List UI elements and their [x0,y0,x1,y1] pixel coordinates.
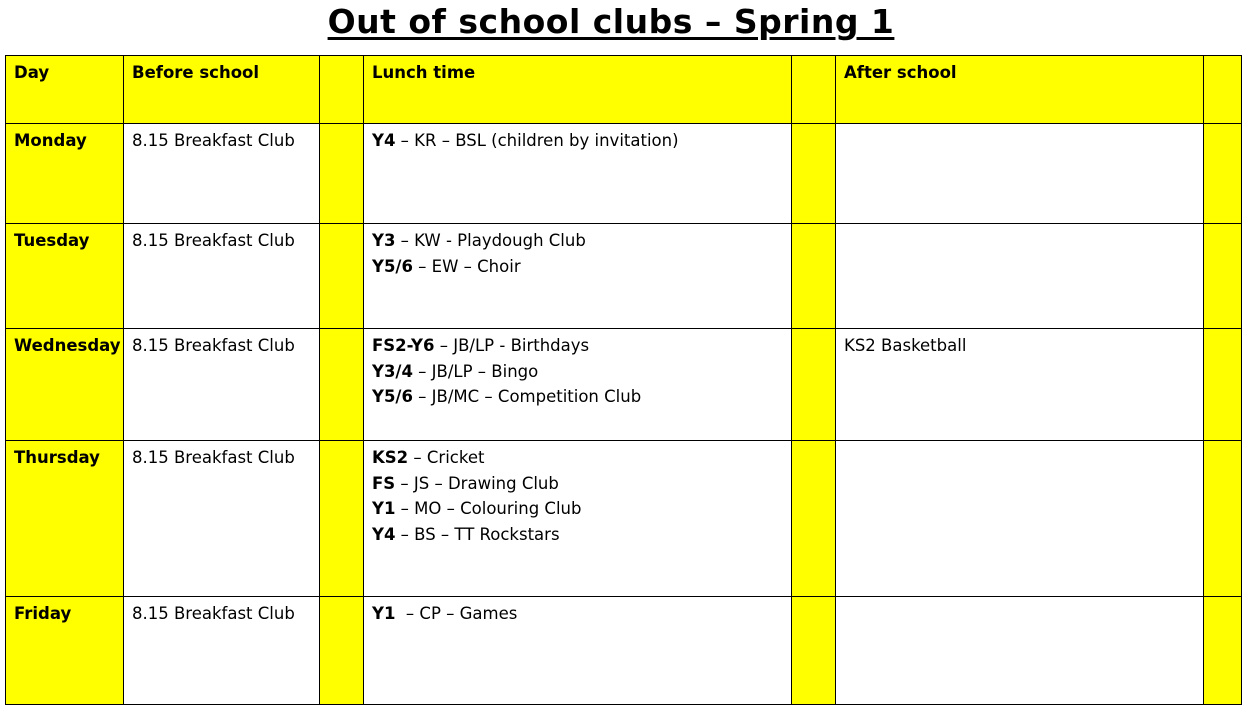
spacer-cell [1204,124,1242,224]
after-school-header: After school [836,56,1204,124]
spacer-cell [792,124,836,224]
spacer-cell [1204,441,1242,597]
before-school-cell: 8.15 Breakfast Club [124,124,320,224]
after-school-cell [836,224,1204,329]
lunch-time-header: Lunch time [364,56,792,124]
year-group: Y3/4 [372,361,413,381]
spacer-cell [792,329,836,441]
table-row [6,441,1242,597]
club-details: – MO – Colouring Club [395,499,582,518]
club-details: – KR – BSL (children by invitation) [395,131,679,150]
year-group: KS2 [372,448,409,467]
day-cell: Wednesday [6,329,124,441]
spacer-cell [320,124,364,224]
before-school-header: Before school [124,56,320,124]
spacer-cell [792,597,836,705]
club-entry [372,254,785,280]
page-title: Out of school clubs – Spring 1 [327,2,895,41]
before-school-cell: 8.15 Breakfast Club [124,597,320,705]
spacer-cell [320,329,364,441]
spacer-cell [792,224,836,329]
before-school-cell: 8.15 Breakfast Club [124,329,320,441]
after-school-cell [836,124,1204,224]
lunch-time-cell [364,224,792,329]
spacer-cell [792,441,836,597]
club-details: – EW – Choir [412,256,521,276]
day-cell: Thursday [6,441,124,597]
club-entry [372,522,785,548]
lunch-time-cell [364,329,792,441]
club-entry [372,445,785,471]
after-school-cell: KS2 Basketball [836,329,1204,441]
before-school-cell: 8.15 Breakfast Club [124,441,320,597]
club-details: – CP – Games [395,604,518,623]
header-row [6,56,1242,124]
year-group: FS [372,473,396,493]
club-entry [372,228,785,254]
year-group: FS2-Y6 [372,336,435,355]
clubs-table [5,55,1242,705]
club-details: – JB/MC – Competition Club [412,387,642,406]
club-entry [372,359,785,385]
club-entry [372,471,785,497]
club-details: – Cricket [408,448,485,467]
year-group: Y5/6 [372,256,413,276]
club-entry [372,333,785,359]
club-entry [372,601,785,627]
year-group: Y1 [372,604,396,623]
year-group: Y4 [372,131,396,150]
spacer-cell [1204,329,1242,441]
spacer-cell [320,597,364,705]
after-school-cell [836,441,1204,597]
table-row [6,597,1242,705]
day-cell: Tuesday [6,224,124,329]
club-entry [372,384,785,410]
lunch-time-cell [364,441,792,597]
before-school-cell: 8.15 Breakfast Club [124,224,320,329]
year-group: Y4 [372,524,396,544]
table-row [6,224,1242,329]
club-details: – BS – TT Rockstars [395,524,560,544]
club-details: – JS – Drawing Club [395,473,559,493]
spacer-cell [792,56,836,124]
club-entry [372,128,785,154]
table-row [6,329,1242,441]
spacer-cell [320,224,364,329]
spacer-cell [320,441,364,597]
club-details: – KW - Playdough Club [395,231,586,250]
lunch-time-cell [364,597,792,705]
spacer-cell [1204,597,1242,705]
day-cell: Monday [6,124,124,224]
club-entry [372,496,785,522]
club-details: – JB/LP - Birthdays [434,336,590,355]
year-group: Y5/6 [372,387,413,406]
day-cell: Friday [6,597,124,705]
spacer-cell [320,56,364,124]
spacer-cell [1204,56,1242,124]
year-group: Y3 [372,231,396,250]
after-school-cell [836,597,1204,705]
table-row [6,124,1242,224]
lunch-time-cell [364,124,792,224]
club-details: – JB/LP – Bingo [412,361,539,381]
day-header: Day [6,56,124,124]
year-group: Y1 [372,499,396,518]
spacer-cell [1204,224,1242,329]
